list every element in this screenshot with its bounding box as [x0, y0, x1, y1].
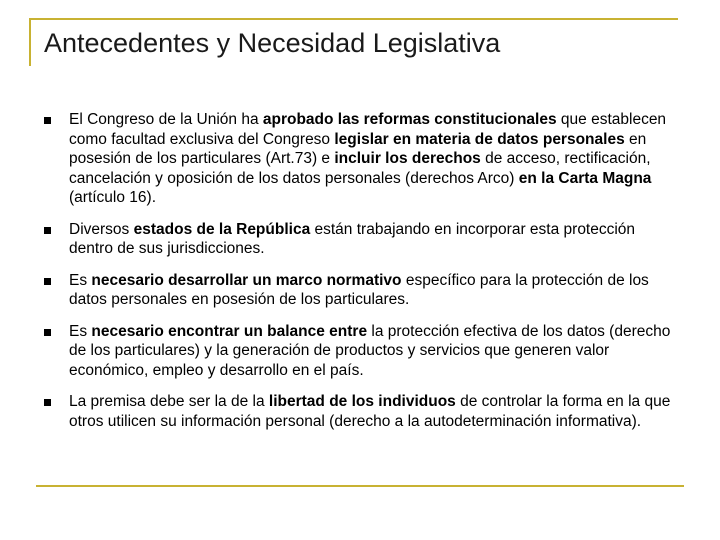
bullet-text-regular: El Congreso de la Unión ha: [69, 111, 263, 128]
bullet-text: [69, 221, 635, 258]
square-bullet-icon: [44, 117, 51, 124]
square-bullet-icon: [44, 278, 51, 285]
bullet-text-bold: necesario desarrollar un marco normativo: [91, 271, 402, 289]
bullet-text-regular: específico para la protección de los datos personales en posesión de los particulares.: [69, 271, 649, 308]
bullet-text: [69, 111, 666, 206]
square-bullet-icon: [44, 329, 51, 336]
bullet-text-regular: La premisa debe ser la de la: [69, 393, 269, 410]
bullet-item: [44, 322, 680, 381]
bullet-text-regular: de controlar la forma en la que otros utilicen su información personal (derecho a la autodeterminación informativa).: [69, 393, 671, 430]
bullet-text-bold: legislar en materia de datos personales: [334, 130, 625, 148]
bullet-text-bold: libertad de los individuos: [268, 393, 456, 410]
bullet-text-regular: en posesión de los particulares (Art.73) e: [69, 130, 647, 167]
bullet-item: [44, 271, 680, 310]
bullet-item: [44, 392, 680, 431]
bullet-text-bold: aprobado las reformas constitucionales: [262, 111, 557, 128]
bullet-item: [44, 220, 680, 259]
bullet-text-regular: Diversos: [69, 220, 134, 238]
bullet-text: [69, 393, 670, 430]
bullet-text-regular: están trabajando en incorporar esta protección dentro de sus jurisdicciones.: [69, 220, 636, 257]
bullet-list: [44, 110, 680, 443]
title-frame-left-rule: [29, 18, 31, 66]
bullet-text-regular: de acceso, rectificación, cancelación y oposición de los datos personales (derechos Arco): [69, 150, 651, 187]
bullet-text: [69, 272, 649, 309]
bullet-text-bold: incluir los derechos: [334, 150, 481, 167]
slide-title: Antecedentes y Necesidad Legislativa: [44, 28, 501, 58]
bullet-item: [44, 110, 680, 208]
bullet-text-regular: que establecen como facultad exclusiva del Congreso: [69, 111, 667, 148]
bullet-text-bold: estados de la República: [133, 220, 311, 238]
bullet-text-regular: Es: [69, 271, 92, 289]
square-bullet-icon: [44, 227, 51, 234]
bottom-divider: [36, 485, 684, 487]
bullet-text-regular: la protección efectiva de los datos (derecho de los particulares) y la generación de productos y servicios que generen valor económico, empleo y desarrollo en el país.: [69, 322, 671, 379]
bullet-text: [69, 323, 670, 379]
square-bullet-icon: [44, 399, 51, 406]
bullet-text-bold: necesario encontrar un balance entre: [91, 322, 368, 340]
title-frame-top-rule: [29, 18, 678, 20]
bullet-text-bold: en la Carta Magna: [518, 169, 652, 187]
bullet-text-regular: (artículo 16).: [69, 189, 157, 206]
bullet-text-regular: Es: [69, 322, 92, 340]
